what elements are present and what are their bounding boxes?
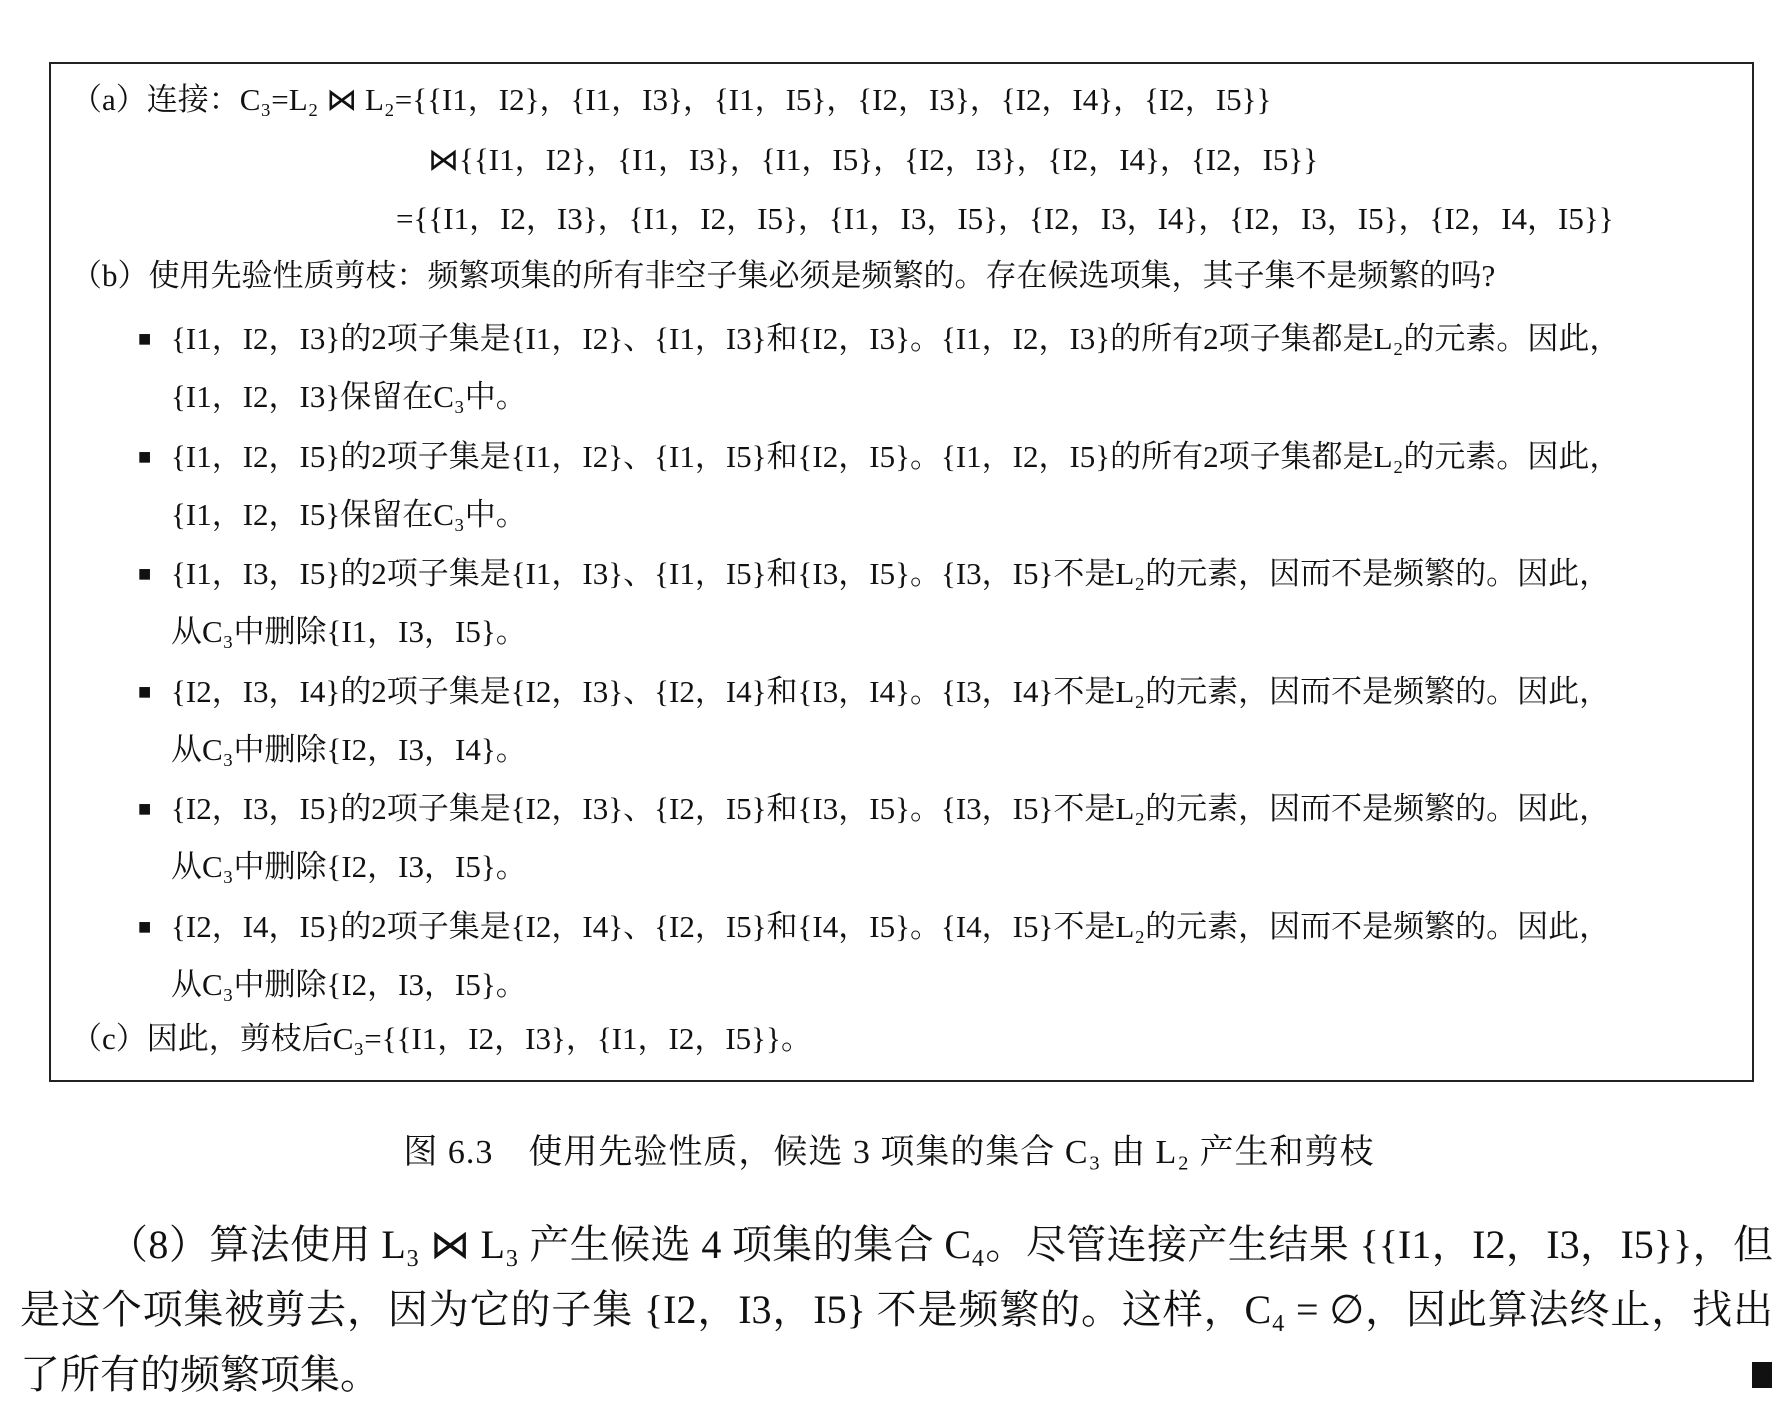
prune-item-conclusion: 从C₃中删除{I2，I3，I5}。 [171, 849, 527, 884]
join-line-2: ⋈{{I1，I2}，{I1，I3}，{I1，I5}，{I2，I3}，{I2，I4}，{I2，I5}} [428, 142, 1319, 177]
bullet-icon: ■ [138, 796, 152, 821]
figure-caption: 图 6.3 使用先验性质，候选 3 项集的集合 C₃ 由 L₂ 产生和剪枝 [403, 1134, 1375, 1171]
prune-item-conclusion: 从C₃中删除{I1，I3，I5}。 [171, 614, 527, 649]
bullet-icon: ■ [138, 326, 152, 351]
prune-item-text: {I2，I3，I4}的2项子集是{I2，I3}、{I2，I4}和{I3，I4}。{I3，I4}不是L₂的元素，因而不是频繁的。因此， [171, 673, 1611, 709]
prune-item-text: {I1，I2，I3}的2项子集是{I1，I2}、{I1，I3}和{I2，I3}。{I1，I2，I3}的所有2项子集都是L₂的元素。因此， [171, 321, 1621, 356]
end-of-proof-mark [1752, 1362, 1772, 1388]
bullet-icon: ■ [138, 443, 152, 469]
bullet-icon: ■ [138, 678, 152, 704]
body-paragraph: （8）算法使用 L₃ ⋈ L₃ 产生候选 4 项集的集合 C₄。尽管连接产生结果 {{I1，I2，I3，I5}}，但是这个项集被剪去，因为它的子集 {I2，I3，I5} 不是频繁的。这样，C₄ = ∅，因此算法终止，找出了所有的频繁项集。 [20, 1222, 1773, 1397]
prune-item-conclusion: 从C₃中删除{I2，I3，I5}。 [171, 966, 527, 1002]
prune-item-conclusion: {I1，I2，I3}保留在C₃中。 [171, 379, 527, 414]
join-line-3: ={{I1，I2，I3}，{I1，I2，I5}，{I1，I3，I5}，{I2，I3，I4}，{I2，I3，I5}，{I2，I4，I5}} [396, 201, 1614, 236]
prune-item-text: {I2，I3，I5}的2项子集是{I2，I3}、{I2，I5}和{I3，I5}。{I3，I5}不是L₂的元素，因而不是频繁的。因此， [171, 791, 1611, 826]
prune-result: （c）因此，剪枝后C₃={{I1，I2，I3}，{I1，I2，I5}}。 [71, 1021, 812, 1056]
prune-item-text: {I2，I4，I5}的2项子集是{I2，I4}、{I2，I5}和{I4，I5}。{I4，I5}不是L₂的元素，因而不是频繁的。因此， [171, 908, 1611, 944]
bullet-icon: ■ [138, 913, 152, 939]
bullet-icon: ■ [138, 561, 152, 586]
prune-item-conclusion: {I1，I2，I5}保留在C₃中。 [171, 496, 527, 532]
prune-item-text: {I1，I2，I5}的2项子集是{I1，I2}、{I1，I5}和{I2，I5}。{I1，I2，I5}的所有2项子集都是L₂的元素。因此， [171, 438, 1621, 474]
prune-item-text: {I1，I3，I5}的2项子集是{I1，I3}、{I1，I5}和{I3，I5}。{I3，I5}不是L₂的元素，因而不是频繁的。因此， [171, 556, 1611, 591]
prune-intro: （b）使用先验性质剪枝：频繁项集的所有非空子集必须是频繁的。存在候选项集，其子集不是频繁的吗? [71, 258, 1496, 293]
prune-item-conclusion: 从C₃中删除{I2，I3，I4}。 [171, 731, 527, 767]
join-line-1: （a）连接：C₃=L₂ ⋈ L₂={{I1，I2}，{I1，I3}，{I1，I5}，{I2，I3}，{I2，I4}，{I2，I5}} [71, 82, 1272, 117]
